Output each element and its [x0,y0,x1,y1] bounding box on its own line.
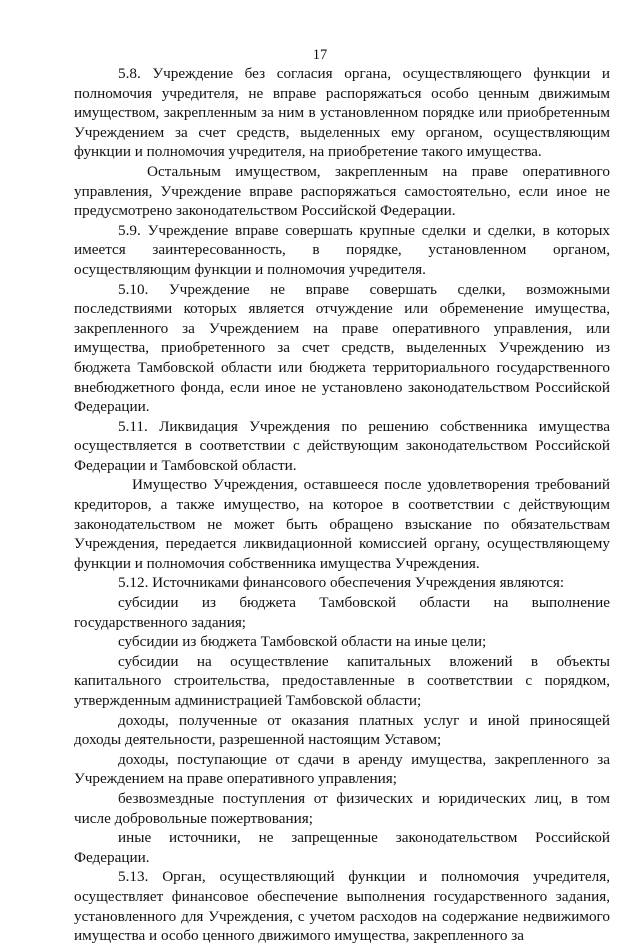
list-item-subsidy-state-task: субсидии из бюджета Тамбовской области на выполнение государственного задания; [74,594,610,631]
paragraph-5-10: 5.10. Учреждение не вправе совершать сделки, возможными последствиями которых является отчуждение или обременение имущества, закрепленного за Учреждением на праве оперативного управления, или имущества, приобретенного за счет средств, выделенных Учреждению из бюджета Тамбовской области или бюджета территориального государственного внебюджетного фонда, если иное не установлено законодательством Российской Федерации. [74,280,610,416]
list-item-subsidy-capital: субсидии на осуществление капитальных вложений в объекты капитального строительства, предоставленные в соответствии с порядком, утвержденным администрацией Тамбовской области; [74,652,610,709]
list-item-income-services: доходы, полученные от оказания платных услуг и иной приносящей доходы деятельности, разрешенной настоящим Уставом; [74,711,610,749]
list-item-other-sources: иные источники, не запрещенные законодательством Российской Федерации. [74,829,610,866]
list-item-subsidy-other: субсидии из бюджета Тамбовской области на иные цели; [118,633,487,651]
paragraph-5-11: 5.11. Ликвидация Учреждения по решению собственника имущества осуществляется в соответствии с действующим законодательством Российской Федерации и Тамбовской области. [74,417,610,474]
paragraph-5-8: 5.8. Учреждение без согласия органа, осуществляющего функции и полномочия учредителя, не вправе распоряжаться особо ценным движимым имуществом, закрепленным за ним в установленном порядке или приобретенным Учреждением за счет средств, выделенных ему органом, осуществляющим функции и полномочия учредителя, на приобретение такого имущества. [74,65,610,161]
list-item-donations: безвозмездные поступления от физических и юридических лиц, в том числе добровольные пожертвования; [74,789,610,827]
paragraph-5-12: 5.12. Источниками финансового обеспечения Учреждения являются: [118,574,565,592]
paragraph-5-8-continued: Остальным имуществом, закрепленным на праве оперативного управления, Учреждение вправе распоряжаться самостоятельно, если иное не предусмотрено законодательством Российской Федерации. [74,162,610,220]
paragraph-5-9: 5.9. Учреждение вправе совершать крупные сделки и сделки, в которых имеется заинтересованность, в порядке, установленном органом, осуществляющим функции и полномочия учредителя. [74,221,610,278]
list-item-income-rent: доходы, поступающие от сдачи в аренду имущества, закрепленного за Учреждением на праве оперативного управления; [74,750,610,788]
paragraph-5-13: 5.13. Орган, осуществляющий функции и полномочия учредителя, осуществляет финансовое обеспечение выполнения государственного задания, установленного для Учреждения, с учетом расходов на содержание недвижимого имущества и особо ценного движимого имущества, закрепленного за [74,868,610,945]
document-body [74,64,610,946]
page-number: 17 [312,47,328,63]
paragraph-5-11-continued: Имущество Учреждения, оставшееся после удовлетворения требований кредиторов, а также имущество, на которое в соответствии с действующим законодательством не может быть обращено взыскание по обязательствам Учреждения, передается ликвидационной комиссией органу, осуществляющему функции и полномочия собственника имущества Учреждения. [74,476,610,572]
